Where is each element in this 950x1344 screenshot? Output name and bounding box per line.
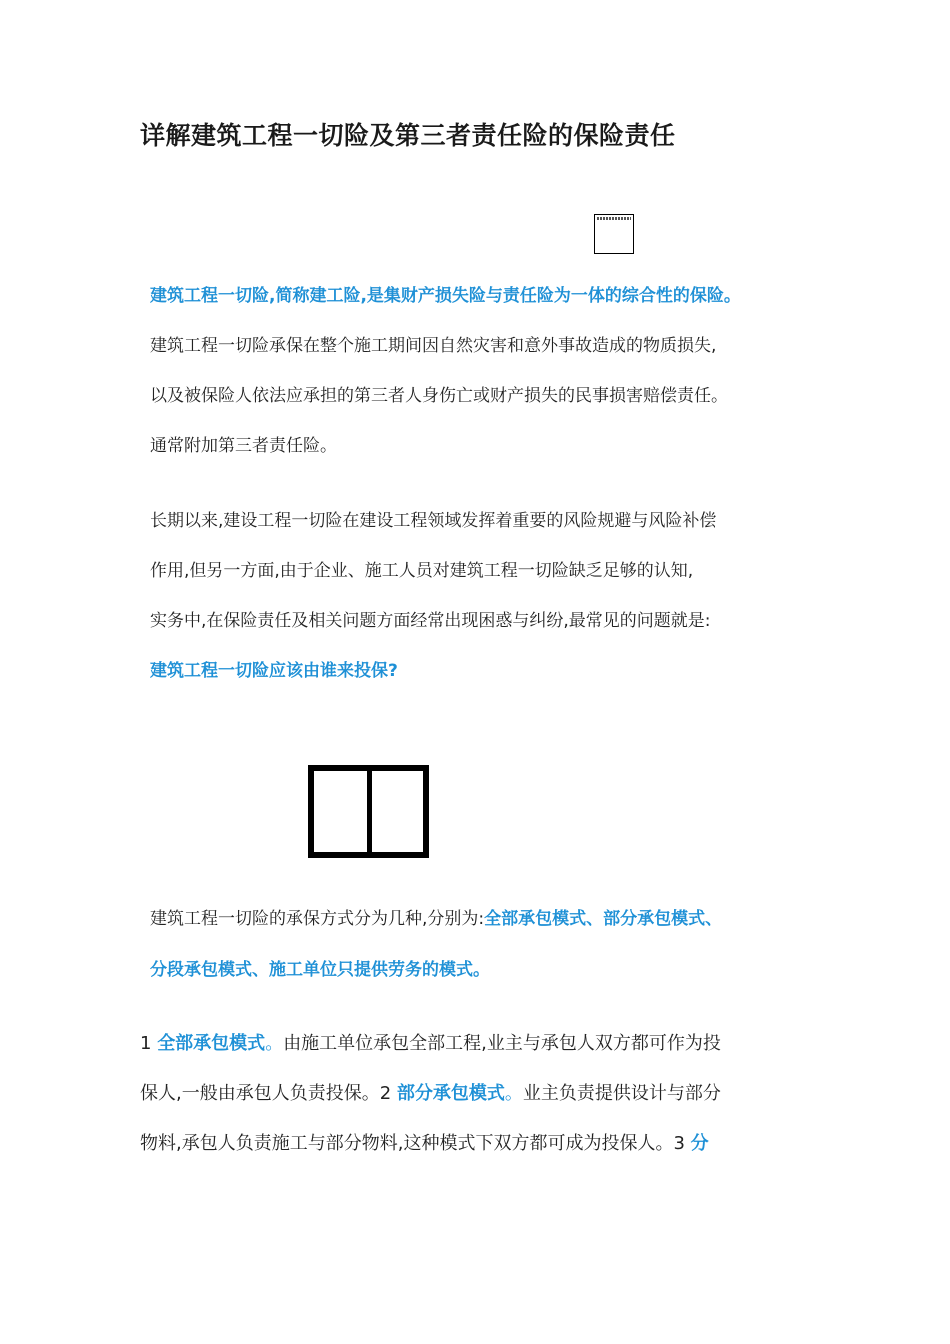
image-caption-strip (597, 217, 631, 220)
mode-dot-1: 。 (265, 1033, 284, 1054)
detail-text-4: 物料,承包人负责施工与部分物料,这种模式下双方都可成为投保人。3 (140, 1133, 691, 1154)
small-image-placeholder (594, 214, 634, 254)
mode-dot-2: 。 (504, 1083, 523, 1104)
background-question: 建筑工程一切险应该由谁来投保? (150, 661, 398, 681)
intro-line-3: 通常附加第三者责任险。 (150, 436, 337, 456)
intro-line-1: 建筑工程一切险承保在整个施工期间因自然灾害和意外事故造成的物质损失, (150, 336, 717, 356)
detail-text-3: 业主负责提供设计与部分 (522, 1083, 721, 1104)
page-title: 详解建筑工程一切险及第三者责任险的保险责任 (140, 121, 676, 150)
mode-name-segment-start: 分 (690, 1133, 709, 1154)
modes-highlight-1: 全部承包模式、部分承包模式、 (484, 909, 723, 929)
details-line-3 (140, 1132, 709, 1156)
background-line-1: 长期以来,建设工程一切险在建设工程领域发挥着重要的风险规避与风险补偿 (150, 511, 717, 531)
details-line-2 (140, 1082, 721, 1106)
mode-name-partial: 部分承包模式 (396, 1083, 505, 1104)
mode-name-full: 全部承包模式 (157, 1033, 266, 1054)
modes-lead: 建筑工程一切险的承保方式分为几种,分别为: (150, 909, 485, 929)
modes-highlight-2: 分段承包模式、施工单位只提供劳务的模式。 (150, 960, 490, 980)
image-divider (367, 771, 372, 852)
intro-line-2: 以及被保险人依法应承担的第三者人身伤亡或财产损失的民事损害赔偿责任。 (150, 386, 728, 406)
details-line-1 (140, 1032, 721, 1056)
background-line-3: 实务中,在保险责任及相关问题方面经常出现困惑与纠纷,最常见的问题就是: (150, 611, 711, 631)
large-image-placeholder (308, 765, 429, 858)
detail-text-2: 保人,一般由承包人负责投保。2 (140, 1083, 397, 1104)
detail-text-1: 由施工单位承包全部工程,业主与承包人双方都可作为投 (283, 1033, 721, 1054)
background-line-2: 作用,但另一方面,由于企业、施工人员对建筑工程一切险缺乏足够的认知, (150, 561, 694, 581)
intro-highlight: 建筑工程一切险,简称建工险,是集财产损失险与责任险为一体的综合性的保险。 (150, 286, 741, 306)
modes-line-1 (150, 907, 722, 931)
detail-number-1: 1 (140, 1033, 158, 1054)
